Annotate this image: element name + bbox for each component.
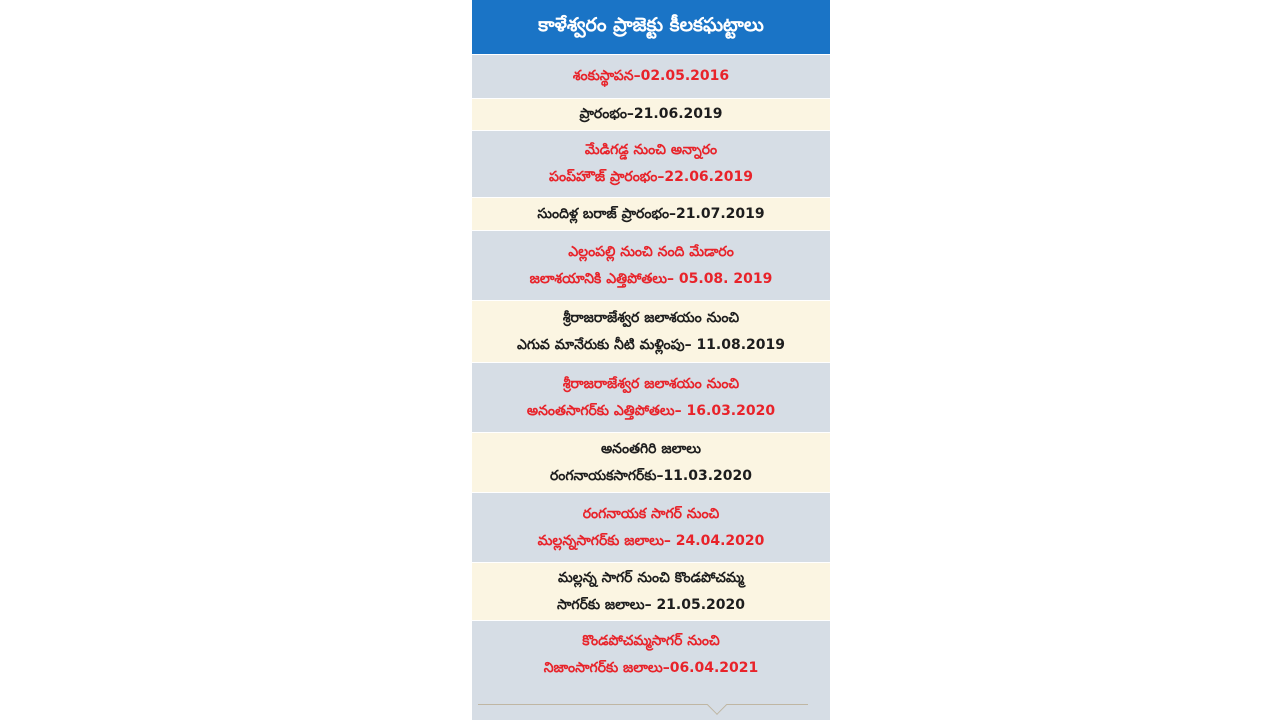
milestone-line: మేడిగడ్డ నుంచి అన్నారం bbox=[584, 142, 718, 159]
milestone-line: సాగర్‌కు జలాలు– 21.05.2020 bbox=[556, 596, 746, 613]
milestone-row-kondapochamma bbox=[472, 620, 830, 688]
milestone-line: మల్లన్న సాగర్‌ నుంచి కొండపోచమ్మ bbox=[557, 569, 744, 586]
milestone-row-foundation bbox=[472, 54, 830, 98]
infographic-footer bbox=[472, 688, 830, 720]
footer-notch-decoration bbox=[707, 695, 727, 715]
milestone-line: రంగనాయకసాగర్‌కు–11.03.2020 bbox=[549, 467, 753, 484]
milestone-line: శ్రీరాజరాజేశ్వర జలాశయం నుంచి bbox=[562, 309, 740, 326]
milestone-line: అనంతసాగర్‌కు ఎత్తిపోతలు– 16.03.2020 bbox=[526, 402, 776, 419]
milestone-row-medigadda bbox=[472, 130, 830, 197]
footer-divider bbox=[478, 704, 808, 705]
milestone-line: కొండపోచమ్మసాగర్‌ నుంచి bbox=[582, 632, 720, 649]
milestone-row-yellampalli bbox=[472, 230, 830, 300]
milestone-line: రంగనాయక సాగర్‌ నుంచి bbox=[582, 505, 720, 522]
milestone-row-rajarajeshwara-manair bbox=[472, 300, 830, 362]
milestone-line: ఎల్లంపల్లి నుంచి నంది మేడారం bbox=[568, 243, 734, 260]
milestone-row-inauguration bbox=[472, 98, 830, 130]
milestone-line: పంప్‌హౌజ్‌ ప్రారంభం–22.06.2019 bbox=[549, 169, 753, 185]
milestone-row-ananthagiri bbox=[472, 432, 830, 492]
milestone-line: ఎగువ మానేరుకు నీటి మళ్లింపు– 11.08.2019 bbox=[516, 336, 786, 353]
milestone-row-rajarajeshwara-ananthasagar bbox=[472, 362, 830, 432]
infographic-title: కాళేశ్వరం ప్రాజెక్టు కీలకఘట్టాలు bbox=[472, 0, 830, 54]
milestone-line: నిజాంసాగర్‌కు జలాలు–06.04.2021 bbox=[543, 659, 759, 676]
milestones-infographic bbox=[472, 0, 830, 720]
milestone-line: ప్రారంభం–21.06.2019 bbox=[579, 106, 723, 123]
milestone-line: శ్రీరాజరాజేశ్వర జలాశయం నుంచి bbox=[562, 375, 740, 392]
milestone-line: మల్లన్నసాగర్‌కు జలాలు– 24.04.2020 bbox=[537, 532, 765, 549]
milestone-row-mallanna bbox=[472, 562, 830, 620]
milestone-line: శంకుస్థాపన–02.05.2016 bbox=[572, 68, 730, 85]
milestone-row-sundilla bbox=[472, 197, 830, 230]
milestone-line: అనంతగిరి జలాలు bbox=[600, 440, 702, 457]
milestone-line: జలాశయానికి ఎత్తిపోతలు– 05.08. 2019 bbox=[529, 270, 773, 287]
milestone-row-ranganayaka bbox=[472, 492, 830, 562]
milestone-line: సుందిళ్ల బరాజ్‌ ప్రారంభం–21.07.2019 bbox=[537, 205, 765, 222]
